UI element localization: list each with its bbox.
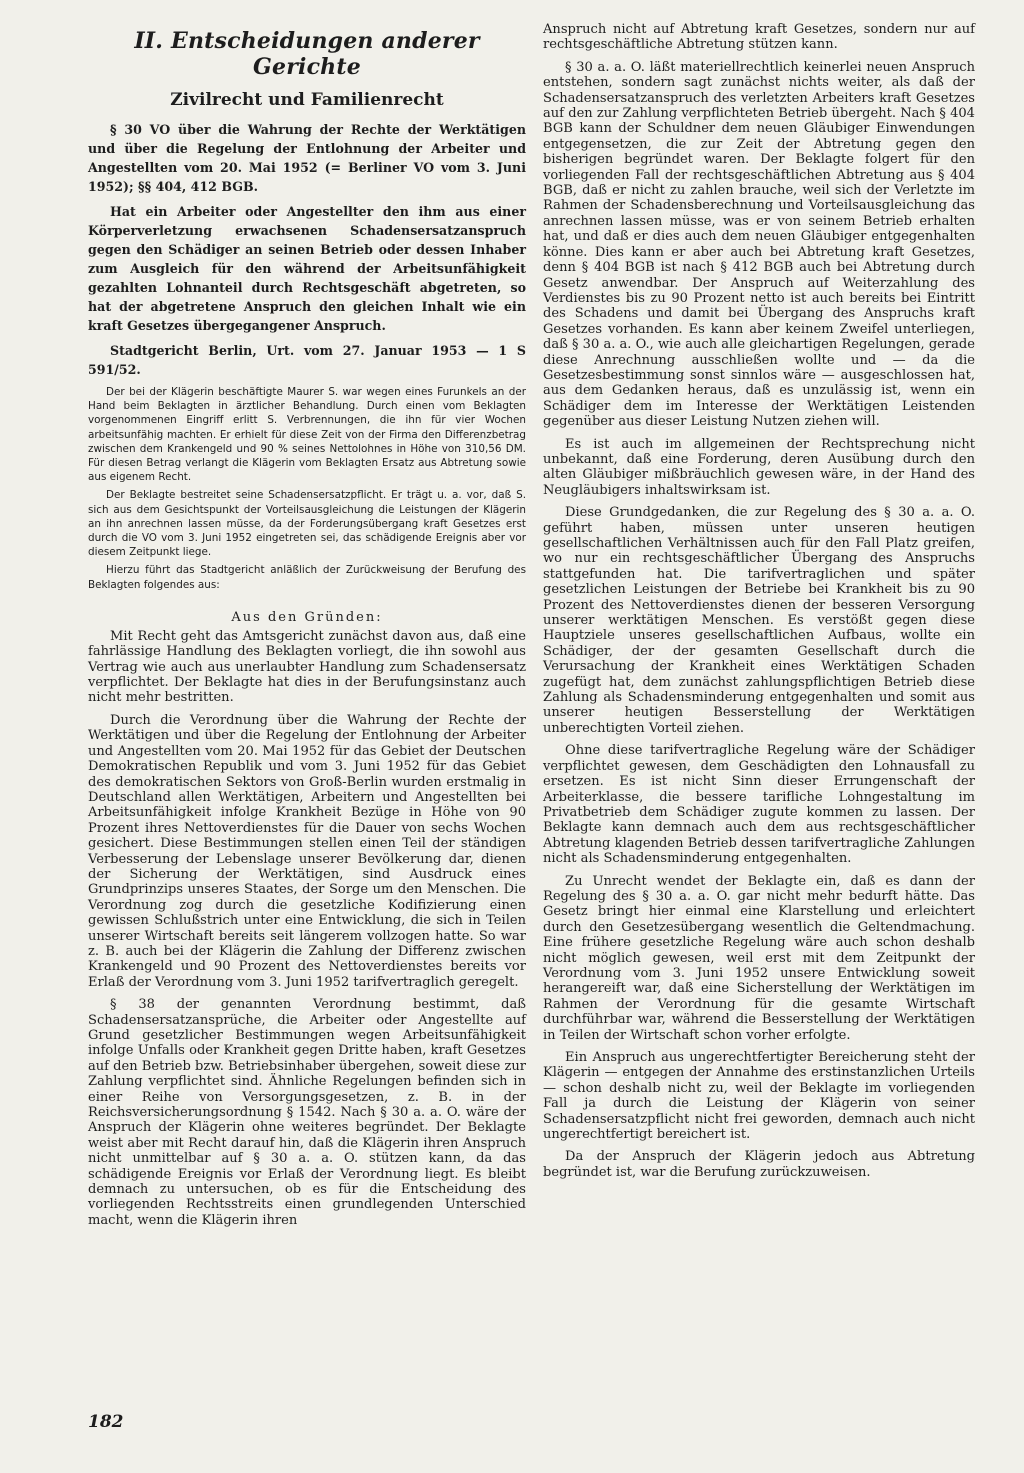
body-paragraph: Durch die Verordnung über die Wahrung der Rechte der Werktätigen und über die Regelung der Entlohnung der Arbeiter und Angestellten vom 20. Mai 1952 für das Gebiet der Deutschen Demokratischen Republik und vom 3. Juni 1952 für das Gebiet des demokratischen Sektors von Groß-Berlin wurden erstmalig in Deutschland allen Werktätigen, Arbeitern und Angestellten bei Arbeitsunfähigkeit infolge Krankheit Bezüge in Höhe von 90 Prozent ihres Nettoverdienstes für die Dauer von sechs Wochen gesichert. Diese Bestimmungen stellen einen Teil der ständigen Verbesserung der Lebenslage unserer Bevölkerung dar, dienen der Sicherung der Werktätigen, sind Ausdruck eines Grundprinzips unseres Staates, der Sorge um den Menschen. Die Verordnung zog durch die gesetzliche Kodifizierung einen gewissen Schlußstrich unter eine Entwicklung, die sich in Teilen unserer Wirtschaft bereits seit längerem vollzogen hatte. So war z. B. auch bei der Klägerin die Zahlung der Differenz zwischen Krankengeld und 90 Prozent des Nettoverdienstes bereits vor Erlaß der Verordnung vom 3. Juni 1952 tarifvertraglich geregelt. xyxy=(88,712,526,990)
page-number: 182 xyxy=(88,1412,124,1432)
body-paragraph: § 38 der genannten Verordnung bestimmt, daß Schadensersatzansprüche, die Arbeiter oder Angestellte auf Grund gesetzlicher Bestimmungen wegen Arbeitsunfähigkeit infolge Unfalls oder Krankheit gegen Dritte haben, kraft Gesetzes auf den Betrieb bzw. Betriebsinhaber übergehen, soweit diese zur Zahlung verpflichtet sind. Ähnliche Regelungen befinden sich in einer Reihe von Versorgungsgesetzen, z. B. in der Reichsversicherungsordnung § 1542. Nach § 30 a. a. O. wäre der Anspruch der Klägerin ohne weiteres begründet. Der Beklagte weist aber mit Recht darauf hin, daß die Klägerin ihren Anspruch nicht unmittelbar auf § 30 a. a. O. stützen kann, da das schädigende Ereignis vor Erlaß der Verordnung liegt. Es bleibt demnach zu untersuchen, ob es für die Entscheidung des vorliegenden Rechtsstreits einen grundlegenden Unterschied macht, wenn die Klägerin ihren xyxy=(88,997,526,1228)
body-paragraph: Anspruch nicht auf Abtretung kraft Gesetzes, sondern nur auf rechtsgeschäftliche Abtretung stützen kann. xyxy=(543,22,975,53)
body-paragraph: Ein Anspruch aus ungerechtfertigter Bereicherung steht der Klägerin — entgegen der Annahme des erstinstanzlichen Urteils — schon deshalb nicht zu, weil der Beklagte im vorliegenden Fall ja durch die Leistung der Klägerin von seiner Schadensersatzpflicht nicht frei geworden, demnach auch nicht ungerechtfertigt bereichert ist. xyxy=(543,1050,975,1143)
body-paragraph: Da der Anspruch der Klägerin jedoch aus Abtretung begründet ist, war die Berufung zurückzuweisen. xyxy=(543,1149,975,1180)
headnote: Hat ein Arbeiter oder Angestellter den ihm aus einer Körperverletzung erwachsenen Schadensersatzanspruch gegen den Schädiger an seinen Betrieb oder dessen Inhaber zum Ausgleich für den während der Arbeitsunfähigkeit gezahlten Lohnanteil durch Rechtsgeschäft abgetreten, so hat der abgetretene Anspruch den gleichen Inhalt wie ein kraft Gesetzes übergegangener Anspruch. xyxy=(88,204,526,333)
body-paragraph: Es ist auch im allgemeinen der Rechtsprechung nicht unbekannt, daß eine Forderung, deren Ausübung durch den alten Gläubiger mißbräuchlich gewesen wäre, in der Hand des Neugläubigers inhaltswirksam ist. xyxy=(543,436,975,498)
body-paragraph: § 30 a. a. O. läßt materiellrechtlich keinerlei neuen Anspruch entstehen, sondern sagt zunächst nichts weiter, als daß der Schadensersatzanspruch des verletzten Arbeiters kraft Gesetzes auf den zur Zahlung verpflichteten Betrieb übergeht. Nach § 404 BGB kann der Schuldner dem neuen Gläubiger Einwendungen entgegensetzen, die zur Zeit der Abtretung gegen den bisherigen begründet waren. Der Beklagte folgert für den vorliegenden Fall der rechtsgeschäftlichen Abtretung aus § 404 BGB, daß er nicht zu zahlen brauche, weil sich der Verletzte im Rahmen der Schadensberechnung und Vorteilsausgleichung das anrechnen lassen müsse, was er von seinem Betrieb erhalten hat, und daß er dies auch dem neuen Gläubiger entgegenhalten könne. Dies kann er aber auch bei Abtretung kraft Gesetzes, denn § 404 BGB ist nach § 412 BGB auch bei Abtretung durch Gesetz anwendbar. Der Anspruch auf Weiterzahlung des Verdienstes bis zu 90 Prozent netto ist auch bereits bei Eintritt des Schadens und damit bei Übergang des Anspruchs kraft Gesetzes vorhanden. Es kann aber keinem Zweifel unterliegen, daß § 30 a. a. O., wie auch alle gleichartigen Regelungen, gerade diese Anrechnung ausschließen wollte und — da die Gesetzesbestimmung sonst sinnlos wäre — ausgeschlossen hat, aus dem Gedanken heraus, daß es unzulässig ist, wenn ein Schädiger dem im Interesse der Werktätigen Leistenden gegenüber aus dieser Leistung Nutzen ziehen will. xyxy=(543,59,975,430)
subsection-heading: Zivilrecht und Familienrecht xyxy=(170,90,444,110)
body-paragraph: Diese Grundgedanken, die zur Regelung des § 30 a. a. O. geführt haben, müssen unter unseren heutigen gesellschaftlichen Verhältnissen auch für den Fall Platz greifen, wo nur ein rechtsgeschäftlicher Übergang des Anspruchs stattgefunden hat. Die tarifvertraglichen und später gesetzlichen Leistungen der Betriebe bei Krankheit bis zu 90 Prozent des Nettoverdienstes dienen der besseren Versorgung unserer werktätigen Menschen. Es verstößt gegen diese Hauptziele unseres gesellschaftlichen Aufbaus, wollte ein Schädiger, der der gesamten Gesellschaft durch die Verursachung der Krankheit eines Werktätigen Schaden zugefügt hat, dem zunächst zahlungspflichtigen Betrieb diese Zahlung als Schadensminderung entgegenhalten und somit aus unserer heutigen Besserstellung der Werktätigen unberechtigten Vorteil ziehen. xyxy=(543,505,975,736)
reasons-heading: Aus den Gründen: xyxy=(231,609,383,625)
body-paragraph: Mit Recht geht das Amtsgericht zunächst davon aus, daß eine fahrlässige Handlung des Beklagten vorliegt, die ihn sowohl aus Vertrag wie auch aus unerlaubter Handlung zum Schadensersatz verpflichtet. Der Beklagte hat dies in der Berufungsinstanz auch nicht mehr bestritten. xyxy=(88,628,526,706)
facts-paragraph: Der Beklagte bestreitet seine Schadensersatzpflicht. Er trägt u. a. vor, daß S. sich aus dem Gesichtspunkt der Vorteilsausgleichung die Leistungen der Klägerin an ihn anrechnen lassen müsse, da der Forderungsübergang kraft Gesetzes erst durch die VO vom 3. Juni 1952 eingetreten sei, das schädigende Ereignis aber vor diesem Zeitpunkt liege. xyxy=(88,489,526,559)
section-heading: II. Entscheidungen anderer Gerichte xyxy=(134,28,480,80)
court-citation: Stadtgericht Berlin, Urt. vom 27. Januar 1953 — 1 S 591/52. xyxy=(88,343,526,377)
right-column xyxy=(543,22,975,1187)
facts-paragraph: Hierzu führt das Stadtgericht anläßlich der Zurückweisung der Berufung des Beklagten folgendes aus: xyxy=(88,564,526,591)
facts-paragraph: Der bei der Klägerin beschäftigte Maurer S. war wegen eines Furunkels an der Hand beim Beklagten in ärztlicher Behandlung. Durch einen vom Beklagten vorgenommenen Eingriff erlitt S. Verbrennungen, die ihn für vier Wochen arbeitsunfähig machten. Er erhielt für diese Zeit von der Firma den Differenzbetrag zwischen dem Krankengeld und 90 % seines Nettolohnes in Höhe von 310,56 DM. Für diesen Betrag verlangt die Klägerin vom Beklagten Ersatz aus Abtretung sowie aus eigenem Recht. xyxy=(88,386,526,484)
left-column xyxy=(88,22,526,1235)
body-paragraph: Ohne diese tarifvertragliche Regelung wäre der Schädiger verpflichtet gewesen, dem Geschädigten den Lohnausfall zu ersetzen. Es ist nicht Sinn dieser Errungenschaft der Arbeiterklasse, die bessere tarifliche Lohngestaltung im Privatbetrieb dem Schädiger zugute kommen zu lassen. Der Beklagte kann demnach auch dem aus rechtsgeschäftlicher Abtretung klagenden Betrieb dessen tarifvertragliche Zahlungen nicht als Schadensminderung entgegenhalten. xyxy=(543,743,975,867)
statute-reference: § 30 VO über die Wahrung der Rechte der Werktätigen und über die Regelung der Entlohnung der Arbeiter und Angestellten vom 20. Mai 1952 (= Berliner VO vom 3. Juni 1952); §§ 404, 412 BGB. xyxy=(88,122,526,194)
body-paragraph: Zu Unrecht wendet der Beklagte ein, daß es dann der Regelung des § 30 a. a. O. gar nicht mehr bedurft hätte. Das Gesetz bringt hier einmal eine Klarstellung und erleichtert durch den Gesetzesübergang wesentlich die Geltendmachung. Eine frühere gesetzliche Regelung wäre auch schon deshalb nicht möglich gewesen, weil erst mit dem Zeitpunkt der Verordnung vom 3. Juni 1952 unsere Entwicklung soweit herangereift war, daß eine Sicherstellung der Werktätigen im Rahmen der Verordnung für die gesamte Wirtschaft durchführbar war, während die Besserstellung der Werktätigen in Teilen der Wirtschaft schon vorher erfolgte. xyxy=(543,873,975,1043)
